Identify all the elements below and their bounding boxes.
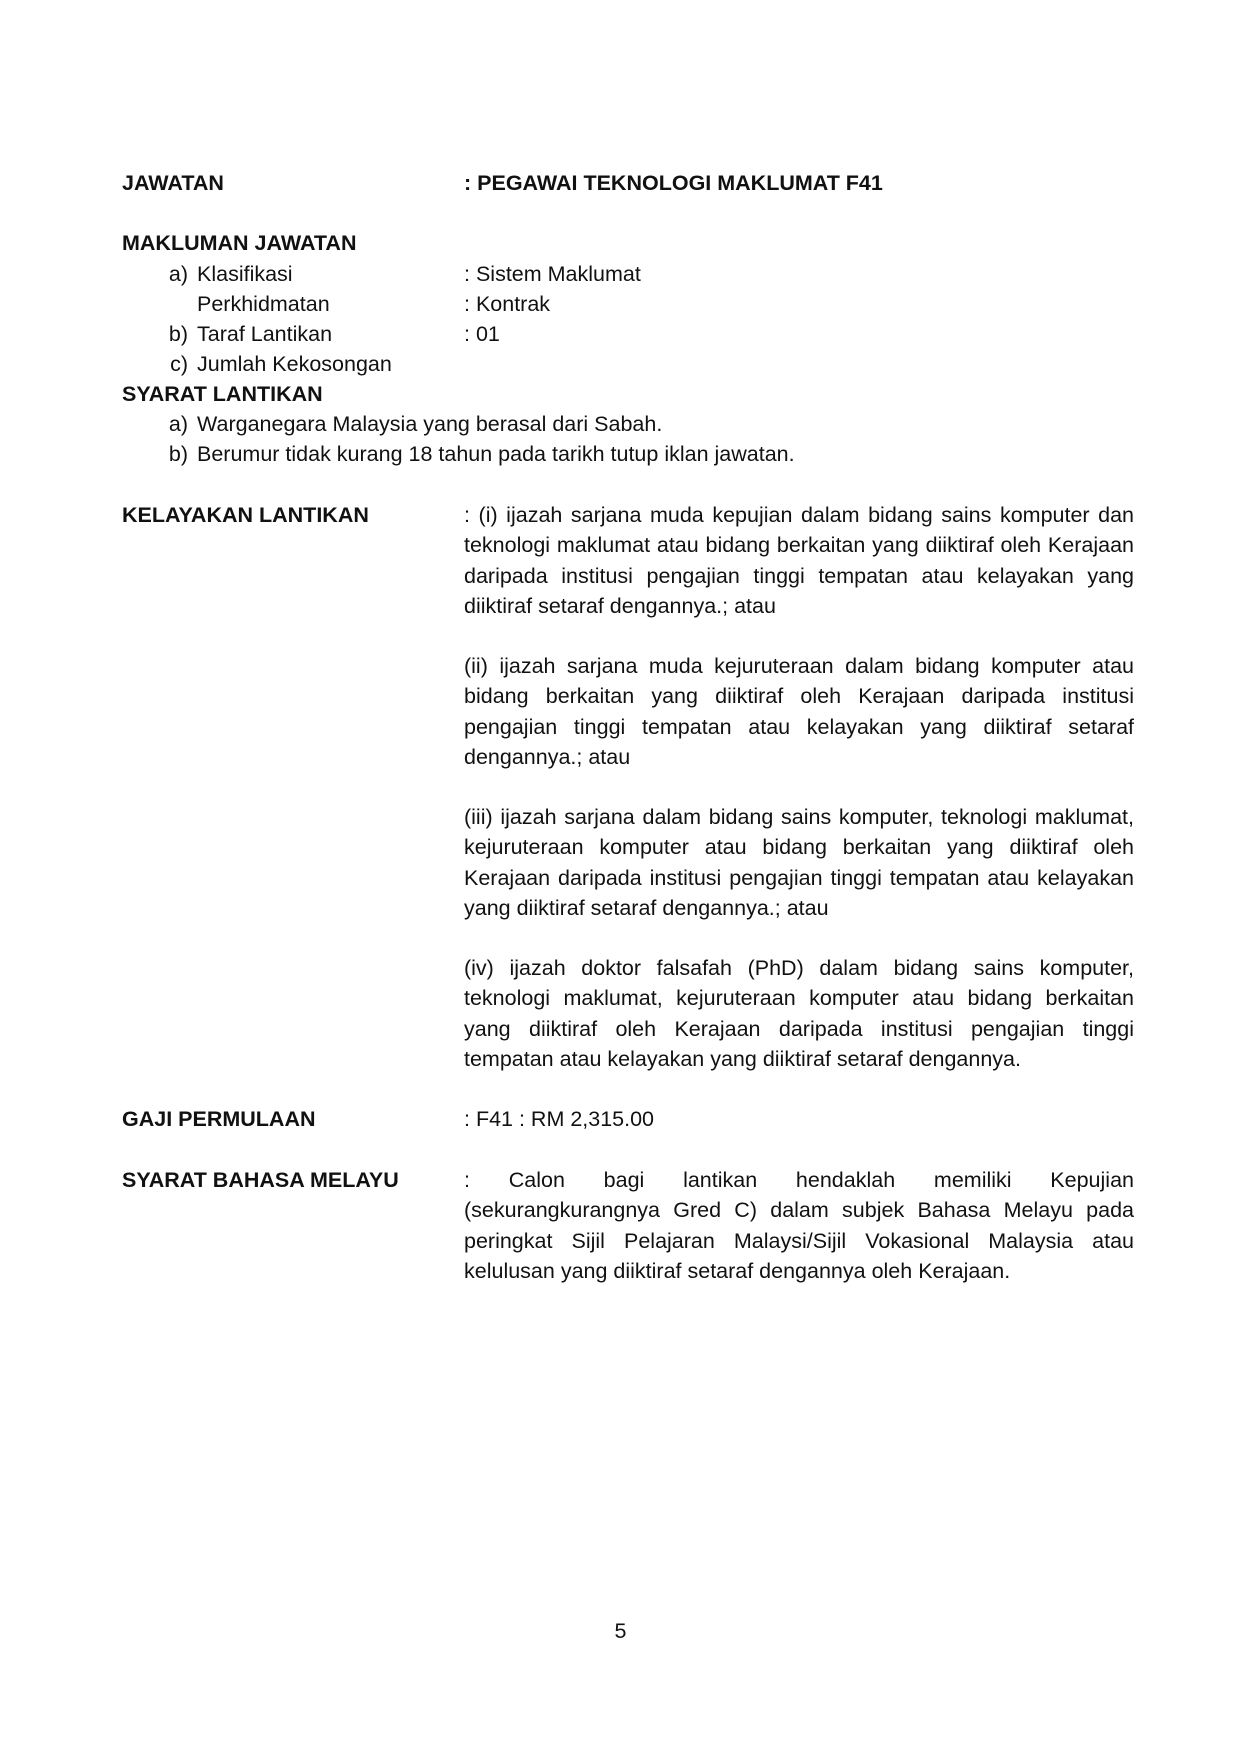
makluman-item-label: Perkhidmatan [197, 292, 330, 316]
syarat-item-text: Warganegara Malaysia yang berasal dari Sabah. [197, 412, 663, 436]
syarat-item-text: Berumur tidak kurang 18 tahun pada tarikh tutup iklan jawatan. [197, 442, 795, 466]
kelayakan-label: KELAYAKAN LANTIKAN [122, 503, 369, 527]
kelayakan-paragraph-ii: (ii) ijazah sarjana muda kejuruteraan dalam bidang komputer atau bidang berkaitan yang diiktiraf oleh Kerajaan daripada institusi pengajian tinggi tempatan atau kelayakan yang diiktiraf setaraf dengannya.; atau [464, 654, 1134, 769]
makluman-heading: MAKLUMAN JAWATAN [122, 231, 357, 255]
makluman-item-value: : Kontrak [464, 292, 551, 316]
page-number: 5 [614, 1619, 627, 1643]
kelayakan-paragraph-iv: (iv) ijazah doktor falsafah (PhD) dalam bidang sains komputer, teknologi maklumat, kejuruteraan komputer atau bidang berkaitan yang diiktiraf oleh Kerajaan daripada institusi pengajian tinggi tempatan atau kelayakan yang diiktiraf setaraf dengannya. [464, 956, 1134, 1071]
makluman-item-marker: b) [168, 322, 188, 346]
syarat-lantikan-heading: SYARAT LANTIKAN [122, 382, 323, 406]
bahasa-value: : Calon bagi lantikan hendaklah memiliki Kepujian (sekurangkurangnya Gred C) dalam subjek Bahasa Melayu pada peringkat Sijil Pelajaran Malaysi/Sijil Vokasional Malaysia atau kelulusan yang diiktiraf setaraf dengannya oleh Kerajaan. [464, 1168, 1134, 1283]
syarat-item-marker: a) [168, 412, 188, 436]
syarat-item-marker: b) [168, 442, 188, 466]
makluman-item-marker: c) [170, 352, 188, 376]
gaji-value: : F41 : RM 2,315.00 [464, 1107, 655, 1131]
jawatan-value: : PEGAWAI TEKNOLOGI MAKLUMAT F41 [464, 171, 883, 195]
makluman-item-label: Jumlah Kekosongan [197, 352, 392, 376]
makluman-item-label: Taraf Lantikan [197, 322, 333, 346]
makluman-item-marker: a) [168, 262, 188, 286]
bahasa-label: SYARAT BAHASA MELAYU [122, 1168, 399, 1192]
makluman-item-label: Klasifikasi [197, 262, 293, 286]
jawatan-label: JAWATAN [122, 171, 224, 195]
makluman-item-value: : Sistem Maklumat [464, 262, 641, 286]
kelayakan-paragraph-iii: (iii) ijazah sarjana dalam bidang sains komputer, teknologi maklumat, kejuruteraan komputer atau bidang berkaitan yang diiktiraf oleh Kerajaan daripada institusi pengajian tinggi tempatan atau kelayakan yang diiktiraf setaraf dengannya.; atau [464, 805, 1134, 920]
makluman-item-value: : 01 [464, 322, 500, 346]
kelayakan-paragraph-i: : (i) ijazah sarjana muda kepujian dalam bidang sains komputer dan teknologi maklumat atau bidang berkaitan yang diiktiraf oleh Kerajaan daripada institusi pengajian tinggi tempatan atau kelayakan yang diiktiraf setaraf dengannya.; atau [464, 503, 1134, 618]
gaji-label: GAJI PERMULAAN [122, 1107, 316, 1131]
